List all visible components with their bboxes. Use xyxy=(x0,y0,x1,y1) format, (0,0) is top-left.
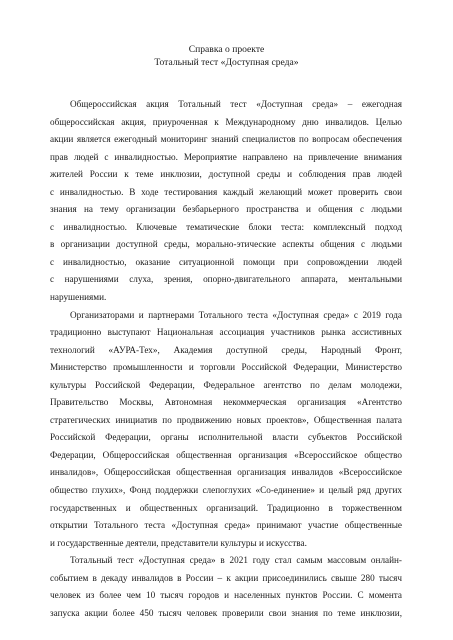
text-line xyxy=(50,342,402,360)
text-line xyxy=(50,271,402,289)
text-line xyxy=(50,149,402,167)
text-line-content: технологий «АУРА-Тех», Академия доступной среды, Народный Фронт, xyxy=(50,344,402,355)
text-line xyxy=(50,131,402,149)
text-line xyxy=(50,289,402,307)
text-line-content: Российской Федерации, органы исполнительной власти субъектов Российской xyxy=(50,432,402,443)
text-line-content: знания на тему организации безбарьерного пространства и общения с людьми xyxy=(50,204,402,215)
text-line-content: с инвалидностью. В ходе тестирования каждый желающий может проверить свои xyxy=(50,186,402,197)
text-line xyxy=(50,166,402,184)
document-body xyxy=(50,96,402,622)
text-line xyxy=(50,96,402,114)
text-line xyxy=(50,587,402,605)
text-line-content: с инвалидностью, оказание ситуационной помощи при сопровождении людей xyxy=(50,256,402,267)
text-line-content: Организаторами и партнерами Тотального теста «Доступная среда» с 2019 года xyxy=(70,309,402,320)
text-line-content: общество глухих», Фонд поддержки слепоглухих «Со-единение» и целый ряд других xyxy=(50,485,402,496)
text-line xyxy=(50,429,402,447)
text-line-content: Общероссийская акция Тотальный тест «Доступная среда» – ежегодная xyxy=(70,99,402,109)
text-line xyxy=(50,412,402,430)
text-line xyxy=(50,254,402,272)
text-line xyxy=(50,552,402,570)
text-line-content: Правительство Москвы, Автономная некоммерческая организация «Агентство xyxy=(50,397,402,408)
text-line xyxy=(50,184,402,202)
text-line-content: государственных и общественных организаций. Традиционно в торжественном xyxy=(50,502,402,513)
text-line-content: акции является ежегодный мониторинг знаний специалистов по вопросам обеспечения xyxy=(50,134,402,145)
text-line-content: человек из более чем 10 тысяч городов и населенных пунктов России. С момента xyxy=(50,590,402,601)
text-line-content: с инвалидностью. Ключевые тематические блоки теста: комплексный подход xyxy=(50,221,402,232)
text-line xyxy=(50,307,402,325)
text-line-content: традиционно выступают Национальная ассоциация участников рынка ассистивных xyxy=(50,327,402,338)
text-line-content: жителей России к теме инклюзии, доступной среды и соблюдения прав людей xyxy=(50,169,402,180)
text-line-content: стратегических инициатив по продвижению новых проектов», Общественная палата xyxy=(50,414,402,425)
text-line-content: Министерство промышленности и торговли Российской Федерации, Министерство xyxy=(50,362,402,373)
text-line-content: Федерации, Общероссийская общественная организация «Всероссийское общество xyxy=(50,449,402,460)
paragraph-1 xyxy=(50,96,402,307)
text-line xyxy=(50,535,402,553)
text-line xyxy=(50,377,402,395)
text-line xyxy=(50,324,402,342)
text-line-content: запуска акции более 450 тысяч человек проверили свои знания по теме инклюзии, xyxy=(50,607,402,618)
text-line xyxy=(50,236,402,254)
document-subtitle: Тотальный тест «Доступная среда» xyxy=(154,56,299,68)
text-line-content: Тотальный тест «Доступная среда» в 2021 году стал самым массовым онлайн- xyxy=(70,555,402,566)
text-line xyxy=(50,464,402,482)
paragraph-3 xyxy=(50,552,402,622)
text-line xyxy=(50,570,402,588)
text-line xyxy=(50,447,402,465)
text-line xyxy=(50,482,402,500)
text-line-content: событием в декаду инвалидов в России – к акции присоединились свыше 280 тысяч xyxy=(50,572,402,583)
text-line xyxy=(50,500,402,518)
paragraph-2 xyxy=(50,307,402,553)
text-line xyxy=(50,201,402,219)
text-line-content: инвалидов», Общероссийская общественная организация инвалидов «Всероссийское xyxy=(50,467,402,478)
text-line-content: общероссийская акция, приуроченная к Международному дню инвалидов. Целью xyxy=(50,116,402,127)
text-line xyxy=(50,114,402,132)
text-line-content: и государственные деятели, представители культуры и искусства. xyxy=(50,537,307,548)
document-header xyxy=(0,44,453,69)
text-line xyxy=(50,517,402,535)
text-line xyxy=(50,605,402,623)
text-line-content: прав людей с инвалидностью. Мероприятие направлено на привлечение внимания xyxy=(50,151,402,162)
text-line-content: открытии Тотального теста «Доступная среда» принимают участие общественные xyxy=(50,520,402,531)
document-title: Справка о проекте xyxy=(188,44,265,55)
text-line xyxy=(50,219,402,237)
text-line-content: культуры Российской Федерации, Федеральное агентство по делам молодежи, xyxy=(50,379,402,390)
text-line-content: в организации доступной среды, морально-этические аспекты общения с людьми xyxy=(50,239,402,250)
text-line-content: нарушениями. xyxy=(50,292,107,303)
text-line xyxy=(50,394,402,412)
text-line xyxy=(50,359,402,377)
text-line-content: с нарушениями слуха, зрения, опорно-двигательного аппарата, ментальными xyxy=(50,274,402,285)
